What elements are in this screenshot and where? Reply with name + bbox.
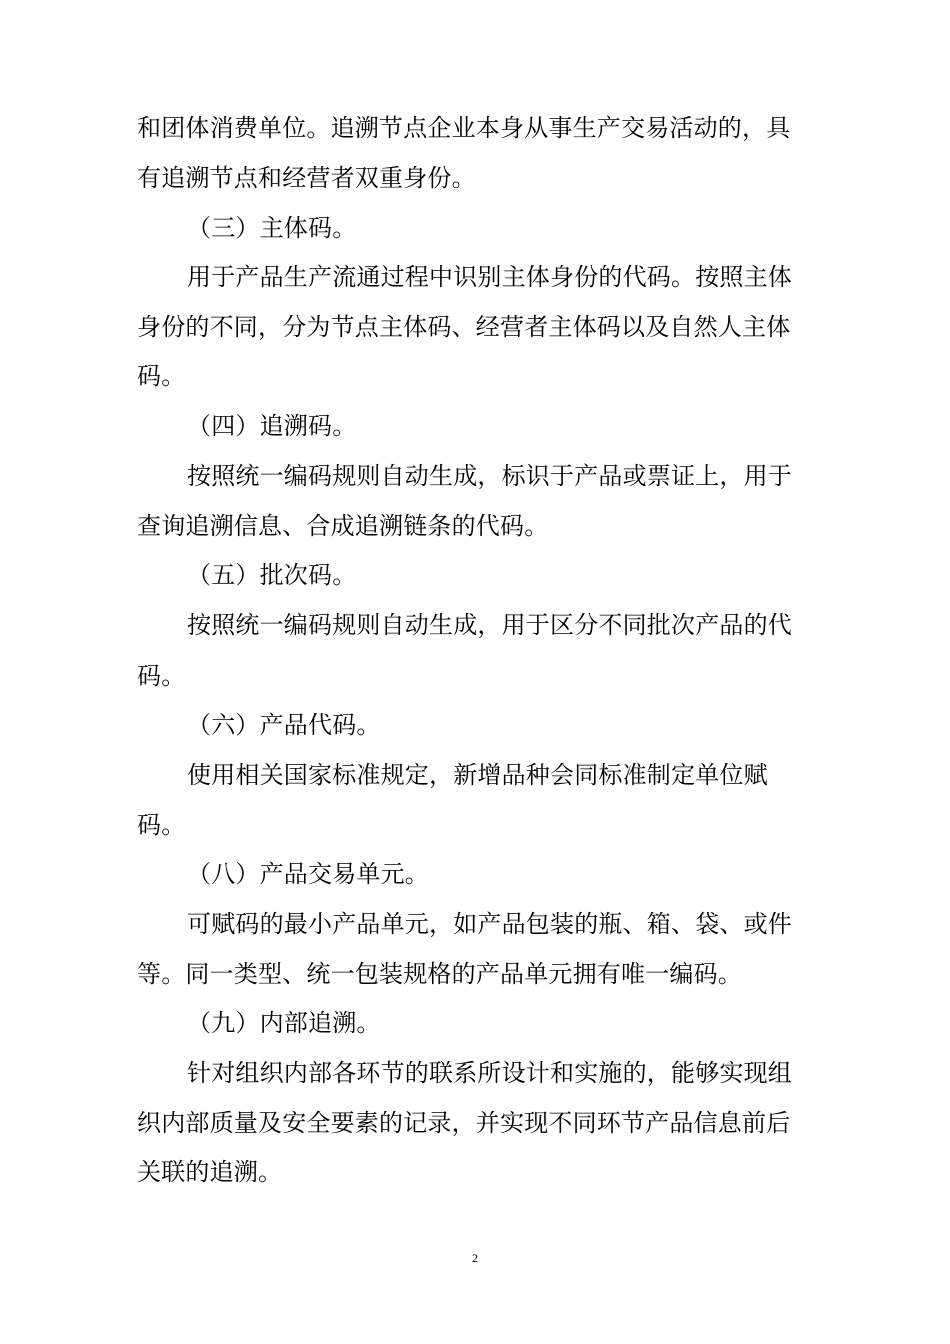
section-heading: （八）产品交易单元。 xyxy=(187,860,429,888)
page-number: 2 xyxy=(472,1251,478,1265)
paragraph-line: 和团体消费单位。追溯节点企业本身从事生产交易活动的，具 xyxy=(137,114,791,142)
section-heading: （五）批次码。 xyxy=(187,561,357,589)
section-heading: （六）产品代码。 xyxy=(187,711,381,739)
paragraph-line: 查询追溯信息、合成追溯链条的代码。 xyxy=(137,512,549,540)
paragraph-line: 码。 xyxy=(137,662,186,690)
paragraph-line: 关联的追溯。 xyxy=(137,1158,283,1186)
paragraph-line: 码。 xyxy=(137,362,186,390)
section-heading: （四）追溯码。 xyxy=(187,412,357,440)
paragraph-line: 使用相关国家标准规定，新增品种会同标准制定单位赋 xyxy=(187,761,768,789)
paragraph-line: 织内部质量及安全要素的记录，并实现不同环节产品信息前后 xyxy=(137,1109,791,1137)
paragraph-line: 按照统一编码规则自动生成，标识于产品或票证上，用于 xyxy=(187,462,792,490)
paragraph-line: 有追溯节点和经营者双重身份。 xyxy=(137,164,476,192)
paragraph-line: 码。 xyxy=(137,811,186,839)
paragraph-line: 用于产品生产流通过程中识别主体身份的代码。按照主体 xyxy=(187,263,792,291)
paragraph-line: 等。同一类型、统一包装规格的产品单元拥有唯一编码。 xyxy=(137,960,742,988)
paragraph-line: 按照统一编码规则自动生成，用于区分不同批次产品的代 xyxy=(187,611,792,639)
paragraph-line: 针对组织内部各环节的联系所设计和实施的，能够实现组 xyxy=(187,1059,792,1087)
paragraph-line: 可赋码的最小产品单元，如产品包装的瓶、箱、袋、或件 xyxy=(187,910,792,938)
section-heading: （三）主体码。 xyxy=(187,214,357,242)
section-heading: （九）内部追溯。 xyxy=(187,1009,381,1037)
paragraph-line: 身份的不同，分为节点主体码、经营者主体码以及自然人主体 xyxy=(137,313,791,341)
